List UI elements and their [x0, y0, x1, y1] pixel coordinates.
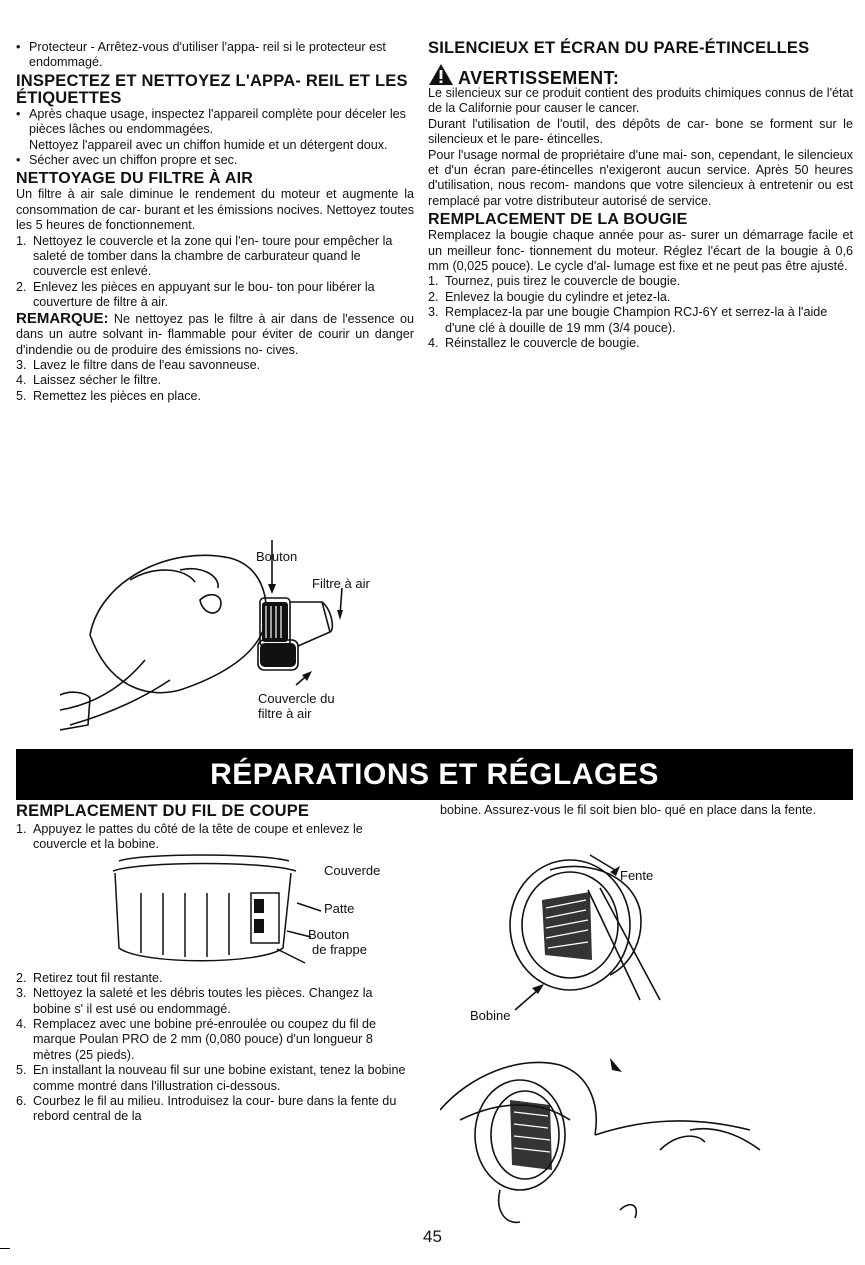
engine-illustration — [60, 540, 400, 735]
left-column — [16, 40, 414, 404]
bullet-inspect-cont: Nettoyez l'appareil avec un chiffon humide et un détergent doux. — [29, 137, 388, 152]
spool-illustration — [440, 850, 853, 1230]
bottom-right-column — [440, 803, 853, 818]
bougie-step-4: 4. Réinstallez le couvercle de bougie. — [428, 336, 640, 351]
bougie-step-2: 2. Enlevez la bougie du cylindre et jetez-la. — [428, 289, 671, 304]
bullet-text: Sécher avec un chiffon propre et sec. — [29, 153, 238, 168]
label-bouton-frappe-l1: Bouton — [308, 926, 350, 942]
bougie-step-3: 3. Remplacez-la par une bougie Champion RCJ-6Y et serrez-la à l'aide d'une clé à douille de 19 mm (3/4 pouce). — [428, 305, 828, 335]
label-fente: Fente — [620, 868, 654, 883]
spool-figures — [440, 850, 853, 1230]
filter-step-4: 4. Laissez sécher le filtre. — [16, 373, 162, 388]
filter-step-1: 1. Nettoyez le couvercle et la zone qui l'en- toure pour empêcher la saleté de tomber dans la chambre de carburateur quand le couvercle est enlevé. — [16, 233, 393, 279]
trimmer-head-figure — [16, 853, 408, 971]
remarque-label: REMARQUE: — [16, 309, 109, 327]
warning-header — [428, 63, 853, 86]
bullet-text: Après chaque usage, inspectez l'appareil complète pour déceler les pièces lâches ou endommagées. — [29, 106, 406, 137]
bullet-mark: • — [16, 40, 21, 54]
bullet-text: Protecteur - Arrêtez-vous d'utiliser l'appa- reil si le protecteur est endommagé. — [29, 40, 386, 70]
heading-silencieux: SILENCIEUX ET ÉCRAN DU PARE-ÉTINCELLES — [428, 39, 810, 57]
fil-step-6: 6. Courbez le fil au milieu. Introduisez la cour- bure dans la fente du rebord central de la — [16, 1094, 397, 1124]
warning-text: Le silencieux sur ce produit contient des produits chimiques connus de l'état de la Californie pour causer le cancer. — [428, 86, 853, 116]
fil-step-6-cont: bobine. Assurez-vous le fil soit bien blo- qué en place dans la fente. — [440, 803, 816, 817]
heading-filter: NETTOYAGE DU FILTRE À AIR — [16, 170, 254, 188]
warning-label: AVERTISSEMENT: — [458, 67, 620, 88]
label-bouton-frappe-l2: de frappe — [312, 941, 367, 957]
warning-triangle-icon — [428, 63, 454, 86]
bullet-protecteur — [16, 40, 414, 71]
filter-step-2: 2. Enlevez les pièces en appuyant sur le bou- ton pour libérer la couverture de filtre à air. — [16, 279, 375, 310]
heading-fil-coupe: REMPLACEMENT DU FIL DE COUPE — [16, 802, 310, 820]
heading-bougie: REMPLACEMENT DE LA BOUGIE — [428, 211, 688, 229]
filter-intro: Un filtre à air sale diminue le rendement du moteur et augmente la consommation de car- burant et les émissions nocives. Nettoyez toutes les 5 heures de fonctionnement. — [16, 187, 414, 233]
fil-step-4: 4. Remplacez avec une bobine pré-enroulée ou coupez du fil de marque Poulan PRO de 2 mm (0,080 pouce) d'un longueur 8 mètres (25 pieds). — [16, 1017, 377, 1062]
bougie-intro: Remplacez la bougie chaque année pour as- surer un démarrage facile et un meilleur fonc- tionnement du moteur. Réglez l'écart de la bougie à 0,6 mm (0,025 pouce). Le cycle d'al- lumage est fixe et ne peut pas être ajusté. — [428, 228, 853, 274]
filter-step-3: 3. Lavez le filtre dans de l'eau savonneuse. — [16, 357, 261, 372]
fil-step-2: 2. Retirez tout fil restante. — [16, 970, 163, 985]
remarque-note — [16, 311, 414, 358]
remarque-text: Ne nettoyez pas le filtre à air dans de l'essence ou dans un autre solvant in- flammable pour éviter de courir un danger d'indendie ou de produire des émissions no- cives. — [16, 311, 414, 357]
bougie-step-1: 1. Tournez, puis tirez le couvercle de bougie. — [428, 274, 681, 289]
filter-step-5: 5. Remettez les pièces en place. — [16, 388, 202, 403]
silencieux-para-1: Durant l'utilisation de l'outil, des dépôts de car- bone se forment sur le silencieux et le pare- étincelles. — [428, 116, 853, 147]
edge-mark — [0, 1248, 10, 1249]
label-bouton: Bouton — [256, 549, 298, 564]
label-couvercle: Couverde — [324, 862, 381, 878]
label-couvercle-filtre-l2: filtre à air — [258, 706, 312, 721]
heading-inspect: INSPECTEZ ET NETTOYEZ L'APPA- REIL ET LES ÉTIQUETTES — [16, 71, 408, 107]
warning-block — [428, 63, 853, 117]
bullet-secher: • Sécher avec un chiffon propre et sec. — [16, 153, 238, 168]
label-couvercle-filtre-l1: Couvercle du — [258, 691, 335, 706]
air-filter-figure — [60, 540, 400, 735]
label-patte: Patte — [324, 900, 355, 916]
section-banner: RÉPARATIONS ET RÉGLAGES — [16, 749, 853, 800]
fil-step-5: 5. En installant la nouveau fil sur une bobine existant, tenez la bobine comme montré dans l'illustration ci-dessous. — [16, 1063, 406, 1093]
page-number: 45 — [423, 1227, 442, 1246]
right-column — [428, 40, 853, 352]
label-filtre-air: Filtre à air — [312, 576, 370, 591]
fil-step-1: 1. Appuyez le pattes du côté de la tête de coupe et enlevez le couvercle et la bobine. — [16, 822, 363, 852]
label-bobine: Bobine — [470, 1008, 511, 1023]
fil-step-3: 3. Nettoyez la saleté et les débris toutes les pièces. Changez la bobine s' il est usé ou endommagé. — [16, 986, 373, 1016]
bullet-inspect: • Après chaque usage, inspectez l'appareil complète pour déceler les pièces lâches ou endommagées. — [16, 107, 414, 138]
bottom-left-column — [16, 803, 408, 1125]
silencieux-para-2: Pour l'usage normal de propriétaire d'une mai- son, cependant, le silencieux et d'un écran pare-étincelles n'exigeront aucun service. Après 50 heures d'utilisation, nous recom- mandons que votre silencieux à entretenir ou est remplacé par votre distributeur autorisé de service. — [428, 147, 853, 208]
